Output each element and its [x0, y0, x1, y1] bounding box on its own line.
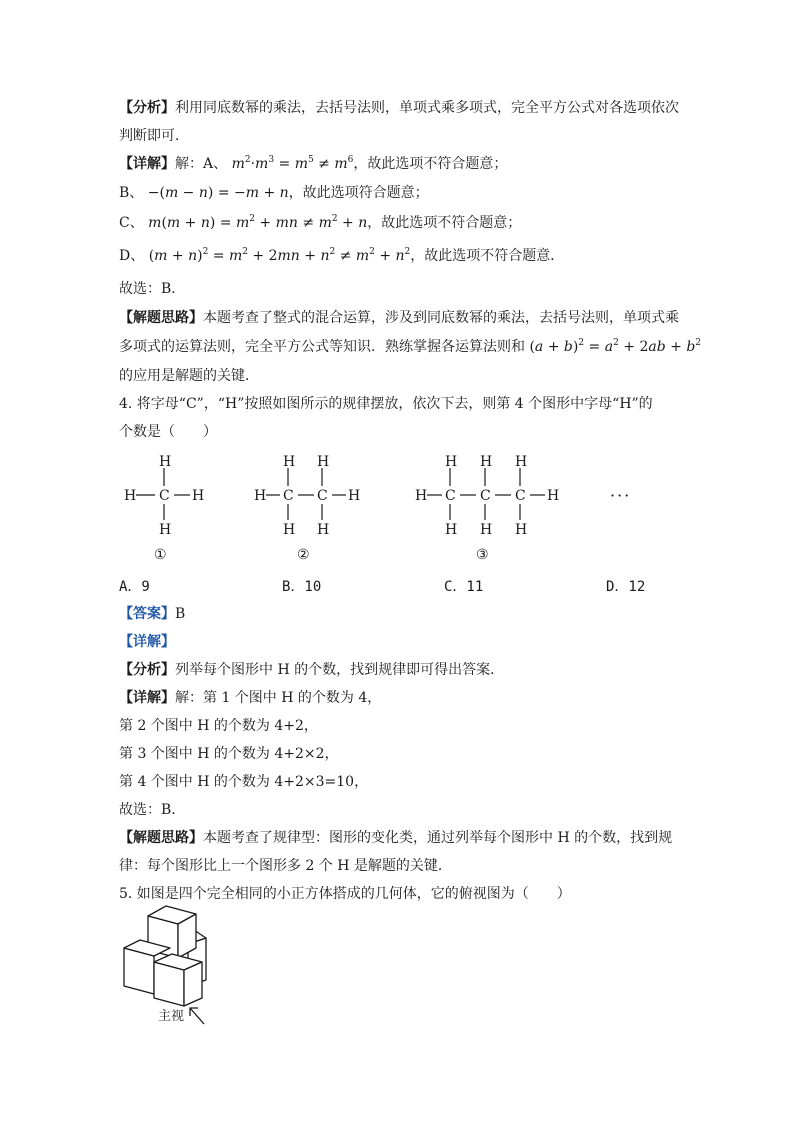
- svg-text:H: H: [159, 522, 172, 538]
- svg-text:H: H: [415, 488, 428, 504]
- thinking-text-2: 多项式的运算法则，完全平方公式等知识．熟练掌握各运算法则和: [119, 339, 525, 355]
- svg-text:H: H: [515, 522, 528, 538]
- thinking-line-2: [119, 337, 701, 357]
- q4-analysis-text: 列举每个图形中 H 的个数，找到规律即可得出答案．: [175, 662, 505, 678]
- q4-choose: 故选：B．: [119, 802, 186, 818]
- view-label: 主视: [158, 1009, 185, 1024]
- figure-3: [412, 452, 572, 566]
- svg-text:H: H: [283, 454, 296, 470]
- thinking-line-1: [119, 308, 679, 328]
- svg-text:H: H: [317, 522, 330, 538]
- q4-stem-line-2: 个数是（ ）: [119, 424, 217, 440]
- svg-text:H: H: [515, 454, 528, 470]
- option-b: B．10: [282, 579, 322, 595]
- formula-d: $(m + n)^2 = m^2 + 2mn + n^2 \ne m^2 + n^2$: [148, 247, 411, 264]
- svg-text:H: H: [124, 488, 137, 504]
- answer-tag: 【答案】: [119, 606, 175, 622]
- option-a: A．9: [119, 579, 150, 595]
- svg-text:C: C: [159, 488, 170, 504]
- q4-sol-tag: 【详解】: [119, 690, 175, 706]
- svg-text:C: C: [283, 488, 294, 504]
- cubes-drawing: [118, 900, 228, 1030]
- svg-text:H: H: [317, 454, 330, 470]
- thinking-tag: 【解题思路】: [119, 310, 203, 326]
- q4-sol-line-2: 第 2 个图中 H 的个数为 4+2，: [119, 718, 318, 734]
- q4-sol-1: 解：第 1 个图中 H 的个数为 4，: [175, 690, 382, 706]
- detail-line-c: [119, 213, 521, 233]
- q5-stem: 5. 如图是四个完全相同的小正方体搭成的几何体，它的俯视图为（ ）: [119, 886, 571, 902]
- formula-a: $m^2\cdot m^3 = m^5 \ne m^6$: [231, 155, 354, 172]
- answer-value: B: [175, 606, 186, 622]
- analysis-tag: 【分析】: [119, 100, 175, 116]
- detail-d-suffix: ，故此选项不符合题意．: [410, 248, 565, 264]
- detail-tag: 【详解】: [119, 156, 175, 172]
- figure-2-drawing: [252, 452, 372, 562]
- detail-choose: 故选：B．: [119, 281, 186, 297]
- detail-c-suffix: ，故此选项不符合题意；: [367, 215, 522, 231]
- option-c: C．11: [444, 579, 484, 595]
- analysis-line-2: 判断即可．: [119, 128, 189, 144]
- formula-c: $m(m + n) = m^2$ + mn ≠ $m^2 + n$: [148, 214, 368, 231]
- figure-ellipsis: ···: [610, 486, 632, 505]
- figure-3-label: ③: [476, 547, 489, 562]
- analysis-text: 利用同底数幂的乘法，去括号法则，单项式乘多项式，完全平方公式对各选项依次: [175, 100, 679, 116]
- q4-think-line-1: [119, 828, 672, 848]
- q4-sol-line-1: [119, 688, 381, 708]
- q4-think-tag: 【解题思路】: [119, 830, 203, 846]
- svg-text:H: H: [445, 454, 458, 470]
- figure-2: [252, 452, 372, 566]
- svg-text:H: H: [480, 454, 493, 470]
- q4-think-line-2: 律：每个图形比上一个图形多 2 个 H 是解题的关键．: [119, 858, 452, 874]
- svg-text:H: H: [283, 522, 296, 538]
- formula-b: −(m − n) = −m + n: [147, 185, 289, 201]
- svg-text:C: C: [480, 488, 491, 504]
- q4-stem-line-1: 4. 将字母“C”，“H”按照如图所示的规律摆放，依次下去，则第 4 个图形中字母“H”的: [119, 396, 653, 412]
- svg-text:C: C: [317, 488, 328, 504]
- figure-3-drawing: [412, 452, 572, 562]
- figure-1-label: ①: [154, 547, 167, 562]
- detail-b-prefix: B、: [119, 185, 144, 201]
- thinking-text-1: 本题考查了整式的混合运算，涉及到同底数幂的乘法，去括号法则，单项式乘: [203, 310, 679, 326]
- svg-text:H: H: [348, 488, 361, 504]
- figure-1-drawing: [120, 452, 210, 562]
- svg-text:H: H: [480, 522, 493, 538]
- svg-text:H: H: [192, 488, 205, 504]
- q4-sol-line-4: 第 4 个图中 H 的个数为 4+2×3=10，: [119, 774, 369, 790]
- analysis-line-1: [119, 98, 679, 118]
- detail-a-prefix: 解：A、: [175, 156, 228, 172]
- q4-sol-line-3: 第 3 个图中 H 的个数为 4+2×2，: [119, 746, 339, 762]
- detail-line-b: [119, 183, 429, 203]
- detail-heading: 【详解】: [119, 634, 175, 650]
- answer-line: [119, 604, 185, 624]
- svg-text:C: C: [445, 488, 456, 504]
- detail-d-prefix: D、: [119, 248, 145, 264]
- svg-text:H: H: [547, 488, 560, 504]
- detail-b-suffix: ，故此选项符合题意；: [288, 185, 429, 201]
- svg-text:H: H: [254, 488, 267, 504]
- figure-2-label: ②: [297, 547, 310, 562]
- detail-a-suffix: ，故此选项不符合题意；: [353, 156, 508, 172]
- cubes-figure: [118, 900, 228, 1034]
- detail-c-prefix: C、: [119, 215, 144, 231]
- figure-1: [120, 452, 210, 566]
- svg-text:H: H: [445, 522, 458, 538]
- svg-text:H: H: [159, 454, 172, 470]
- formula-square: $(a + b)^2 = a^2 + 2ab + b^2$: [529, 338, 702, 355]
- q4-analysis-tag: 【分析】: [119, 662, 175, 678]
- detail-line-a: [119, 154, 507, 174]
- svg-text:C: C: [515, 488, 526, 504]
- q4-analysis-line: [119, 660, 504, 680]
- option-d: D．12: [606, 579, 646, 595]
- thinking-line-3: 的应用是解题的关键．: [119, 368, 259, 384]
- detail-line-d: [119, 246, 564, 266]
- q4-think-text-1: 本题考查了规律型：图形的变化类，通过列举每个图形中 H 的个数，找到规: [203, 830, 673, 846]
